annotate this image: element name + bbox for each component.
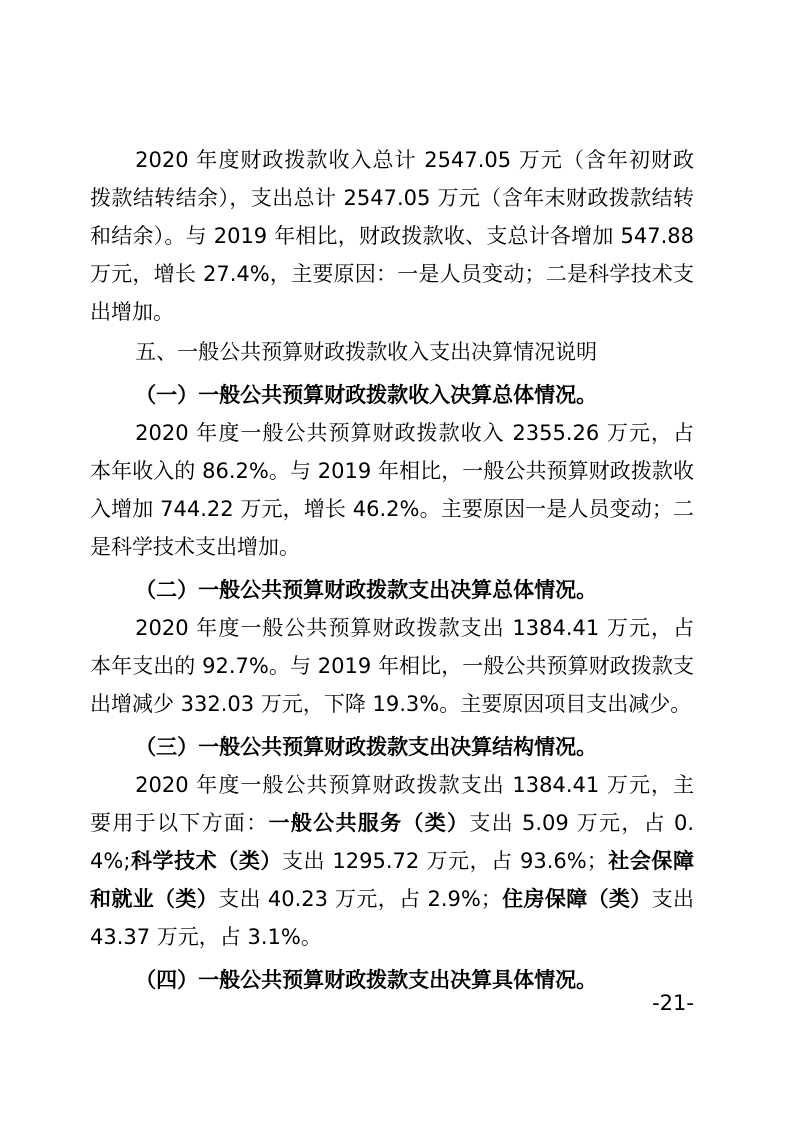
paragraph-fiscal-appropriation-summary: [90, 141, 694, 331]
paragraph-expenditure-structure: [90, 766, 694, 956]
text-run: 支出 40.23 万元，占 2.9%；: [218, 887, 502, 911]
text-run: 2020 年度财政拨款收入总计 2547.05 万元（含年初财政拨款结转结余），支出总计 2547.05 万元（含年末财政拨款结转和结余）。与 2019 年相比，财政拨款收、支总计各增加 547.88 万元，增长 27.4%，主要原因：一是人员变动；二是科学技术支出增加。: [90, 148, 694, 324]
text-run: 2020 年度一般公共预算财政拨款支出 1384.41 万元，主要用于以下方面：: [90, 773, 694, 835]
text-run: 2020 年度一般公共预算财政拨款支出 1384.41 万元，占本年支出的 92.7%。与 2019 年相比，一般公共预算财政拨款支出增减少 332.03 万元，下降 19.3%。主要原因项目支出减少。: [90, 616, 694, 716]
text-run: 五、一般公共预算财政拨款收入支出决算情况说明: [135, 340, 598, 364]
text-run-bold: （四）一般公共预算财政拨款支出决算具体情况。: [135, 968, 598, 992]
heading-two-expenditure-overview: [90, 571, 694, 609]
text-run-bold: （一）一般公共预算财政拨款收入决算总体情况。: [135, 383, 598, 407]
section-title-five: [90, 333, 694, 371]
text-run-bold: 科学技术（类）: [130, 849, 282, 873]
text-run-bold: 一般公共服务（类）: [268, 811, 470, 835]
text-run: 2020 年度一般公共预算财政拨款收入 2355.26 万元，占本年收入的 86.2%。与 2019 年相比，一般公共预算财政拨款收入增加 744.22 万元，增长 46.2%。主要原因一是人员变动；二是科学技术支出增加。: [90, 421, 694, 559]
text-run-bold: 社会保障和就业（类）: [90, 849, 695, 911]
heading-one-income-overview: [90, 376, 694, 414]
paragraph-income-overview: [90, 414, 694, 566]
text-run: 支出 43.37 万元，占 3.1%。: [90, 887, 695, 949]
text-run: 支出 5.09 万元，占 0.4%;: [90, 811, 694, 873]
page-number: -21-: [652, 991, 694, 1015]
document-body: [90, 141, 694, 999]
paragraph-expenditure-overview: [90, 609, 694, 723]
text-run-bold: （二）一般公共预算财政拨款支出决算总体情况。: [135, 578, 598, 602]
heading-three-expenditure-structure: [90, 728, 694, 766]
text-run-bold: （三）一般公共预算财政拨款支出决算结构情况。: [135, 735, 598, 759]
text-run-bold: 住房保障（类）: [501, 887, 652, 911]
text-run: 支出 1295.72 万元，占 93.6%；: [281, 849, 608, 873]
